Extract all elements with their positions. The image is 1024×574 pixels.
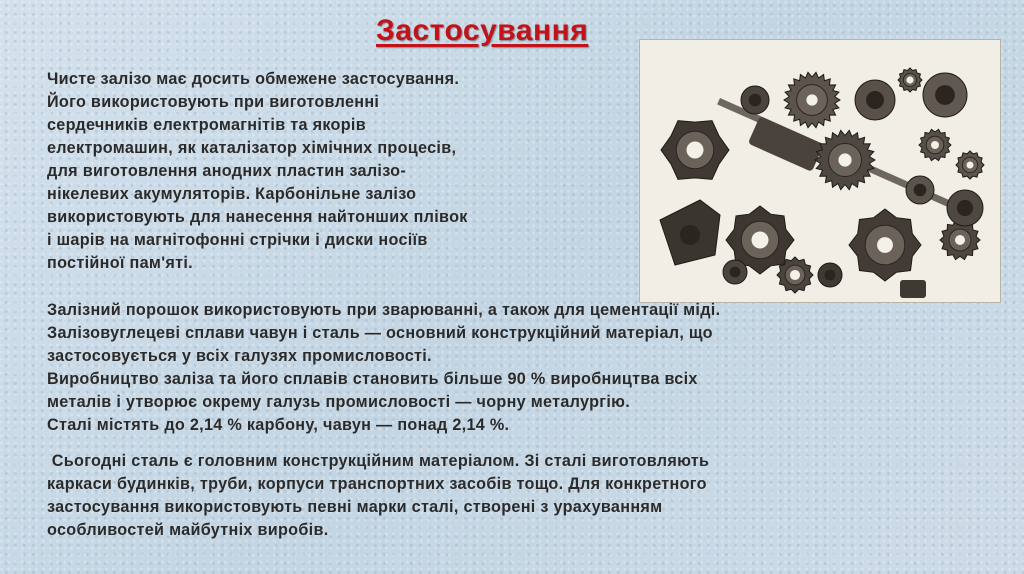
gear-hole <box>790 270 800 280</box>
metal-parts-illustration <box>640 40 1000 302</box>
text-line: каркаси будинків, труби, корпуси транспортних засобів тощо. Для конкретного <box>47 475 707 493</box>
text-line: Виробництво заліза та його сплавів становить більше 90 % виробництва всіх <box>47 370 698 388</box>
text-line: особливостей майбутніх виробів. <box>47 521 329 539</box>
gear-hole <box>877 237 893 253</box>
bushing-bore <box>914 184 927 197</box>
machine-parts-photo <box>640 40 1000 302</box>
gear-hole <box>752 232 769 249</box>
text-line: електромашин, як каталізатор хімічних процесів, <box>47 139 457 157</box>
gear-hole <box>687 142 704 159</box>
text-line: використовують для нанесення найтонших плівок <box>47 208 468 226</box>
bushing-bore <box>825 270 836 281</box>
paragraph-alloys <box>47 299 720 437</box>
text-line: Сталі містять до 2,14 % карбону, чавун — понад 2,14 %. <box>47 416 510 434</box>
text-line: металів і утворює окрему галузь промисловості — чорну металургію. <box>47 393 631 411</box>
bushing-bore <box>730 267 741 278</box>
text-line: Залізовуглецеві сплави чавун і сталь — основний конструкційний матеріал, що <box>47 324 713 342</box>
paragraph-steel <box>47 450 709 542</box>
text-line: нікелевих акумуляторів. Карбонільне залізо <box>47 185 417 203</box>
text-line: і шарів на магнітофонні стрічки і диски носіїв <box>47 231 428 249</box>
text-line: постійної пам'яті. <box>47 254 193 272</box>
gear-hole <box>955 235 965 245</box>
text-line: Його використовують при виготовленні <box>47 93 380 111</box>
text-line: застосовується у всіх галузях промисловості. <box>47 347 432 365</box>
bushing-bore <box>866 91 884 109</box>
slide-title: Застосування <box>376 14 589 47</box>
gear-hole <box>967 162 974 169</box>
gear-hole <box>931 141 939 149</box>
paragraph-pure-iron <box>47 68 468 275</box>
flange-bore <box>680 225 700 245</box>
text-line: застосування використовують певні марки сталі, створені з урахуванням <box>47 498 663 516</box>
bushing-bore <box>749 94 762 107</box>
gear-hole <box>906 76 913 83</box>
text-line: Залізний порошок використовують при зварюванні, а також для цементації міді. <box>47 301 721 319</box>
block-part <box>900 280 926 298</box>
gear-hole <box>838 153 851 166</box>
gear-hole <box>806 94 817 105</box>
bushing-bore <box>957 200 973 216</box>
bushing-bore <box>935 85 955 105</box>
text-line: Чисте залізо має досить обмежене застосування. <box>47 70 460 88</box>
text-line: для виготовлення анодних пластин залізо- <box>47 162 407 180</box>
text-line: Сьогодні сталь є головним конструкційним матеріалом. Зі сталі виготовляють <box>47 452 710 470</box>
text-line: сердечників електромагнітів та якорів <box>47 116 366 134</box>
